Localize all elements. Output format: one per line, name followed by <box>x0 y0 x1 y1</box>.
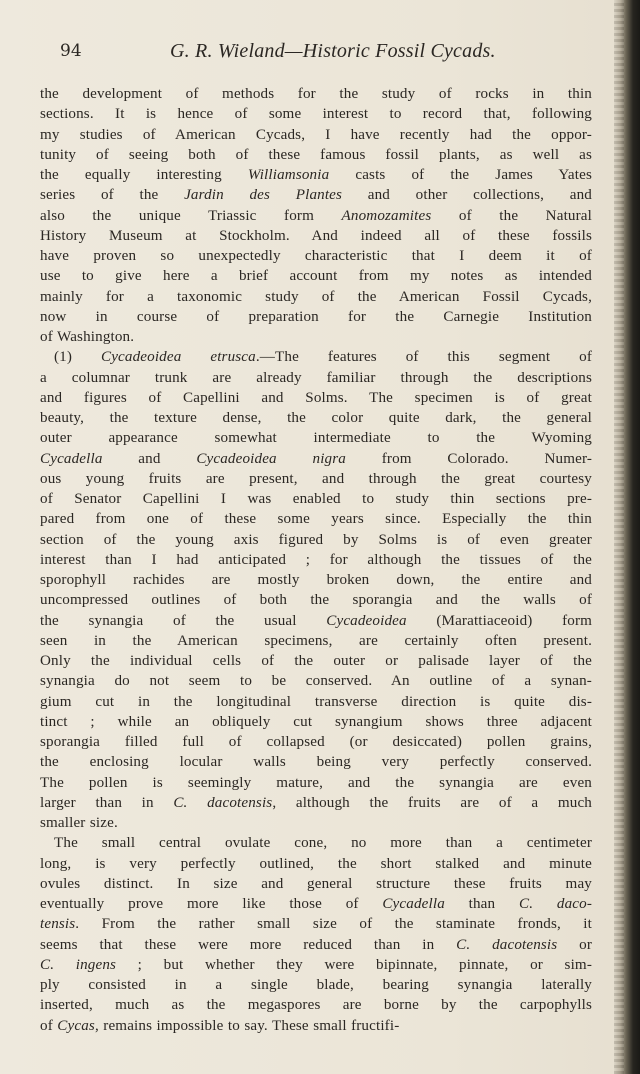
text-line: ous young fruits are present, and through the great courtesy <box>40 470 592 487</box>
text-line: Only the individual cells of the outer or palisade layer of the <box>40 653 592 669</box>
text-line: tensis. From the rather small size of the staminate fronds, it <box>40 916 592 933</box>
text-line: ply consisted in a single blade, bearing synangia laterally <box>40 977 592 993</box>
text-line: sections. It is hence of some interest to record that, following <box>40 106 592 123</box>
text-line: pared from one of these some years since. Especially the thin <box>40 511 592 528</box>
text-line: the development of methods for the study of rocks in thin <box>40 86 592 102</box>
text-line: now in course of preparation for the Carnegie Institution <box>40 308 592 325</box>
text-line: of Cycas, remains impossible to say. These small fructifi- <box>40 1017 400 1034</box>
text-line: series of the Jardin des Plantes and other collections, and <box>40 187 592 204</box>
text-line: use to give here a brief account from my notes as intended <box>40 268 592 285</box>
running-title: G. R. Wieland—Historic Fossil Cycads. <box>170 40 496 62</box>
text-line: the enclosing locular walls being very perfectly conserved. <box>40 754 592 771</box>
text-line: History Museum at Stockholm. And indeed all of these fossils <box>40 227 592 244</box>
text-line: tunity of seeing both of these famous fossil plants, as well as <box>40 146 592 163</box>
text-line: a columnar trunk are already familiar through the descriptions <box>40 369 592 386</box>
text-line: outer appearance somewhat intermediate to the Wyoming <box>40 430 592 447</box>
page-number: 94 <box>60 41 82 61</box>
text-line: ovules distinct. In size and general structure these fruits may <box>40 875 592 892</box>
text-line: interest than I had anticipated ; for although the tissues of the <box>40 551 592 568</box>
text-line: smaller size. <box>40 815 118 831</box>
text-line: of Washington. <box>40 329 135 345</box>
text-line: inserted, much as the megaspores are borne by the carpophylls <box>40 997 592 1014</box>
text-line: eventually prove more like those of Cycadella than C. daco- <box>40 896 592 912</box>
page-header <box>60 38 588 64</box>
text-line: mainly for a taxonomic study of the American Fossil Cycads, <box>40 288 592 305</box>
text-line: Cycadella and Cycadeoidea nigra from Colorado. Numer- <box>40 450 592 467</box>
text-line: and figures of Capellini and Solms. The specimen is of great <box>40 389 592 406</box>
text-line: the synangia of the usual Cycadeoidea (Marattiaceoid) form <box>40 612 592 629</box>
text-line: The pollen is seemingly mature, and the synangia are even <box>40 774 592 791</box>
text-line: synangia do not seem to be conserved. An outline of a synan- <box>40 673 592 690</box>
text-line: The small central ovulate cone, no more than a centimeter <box>54 835 592 852</box>
text-line: my studies of American Cycads, I have recently had the oppor- <box>40 126 592 143</box>
text-line: beauty, the texture dense, the color quite dark, the general <box>40 410 592 426</box>
page-edge-shadow <box>614 0 640 1074</box>
text-line: section of the young axis figured by Solms is of even greater <box>40 531 592 548</box>
text-line: seen in the American specimens, are certainly often present. <box>40 632 592 649</box>
text-line: have proven so unexpectedly characteristic that I deem it of <box>40 248 592 264</box>
text-line: gium cut in the longitudinal transverse direction is quite dis- <box>40 693 592 710</box>
body-text <box>40 84 592 1036</box>
text-line: the equally interesting Williamsonia casts of the James Yates <box>40 167 592 183</box>
text-line: of Senator Capellini I was enabled to study thin sections pre- <box>40 491 592 507</box>
text-line: larger than in C. dacotensis, although the fruits are of a much <box>40 794 592 811</box>
text-line: tinct ; while an obliquely cut synangium shows three adjacent <box>40 713 592 730</box>
text-line: also the unique Triassic form Anomozamites of the Natural <box>40 207 592 224</box>
text-line: seems that these were more reduced than in C. dacotensis or <box>40 936 592 953</box>
text-line: C. ingens ; but whether they were bipinnate, pinnate, or sim- <box>40 956 592 973</box>
text-line: (1) Cycadeoidea etrusca.—The features of this segment of <box>54 349 592 366</box>
text-line: sporophyll rachides are mostly broken down, the entire and <box>40 572 592 588</box>
text-line: sporangia filled full of collapsed (or desiccated) pollen grains, <box>40 734 592 750</box>
text-line: long, is very perfectly outlined, the short stalked and minute <box>40 855 592 872</box>
text-line: uncompressed outlines of both the sporangia and the walls of <box>40 592 592 609</box>
